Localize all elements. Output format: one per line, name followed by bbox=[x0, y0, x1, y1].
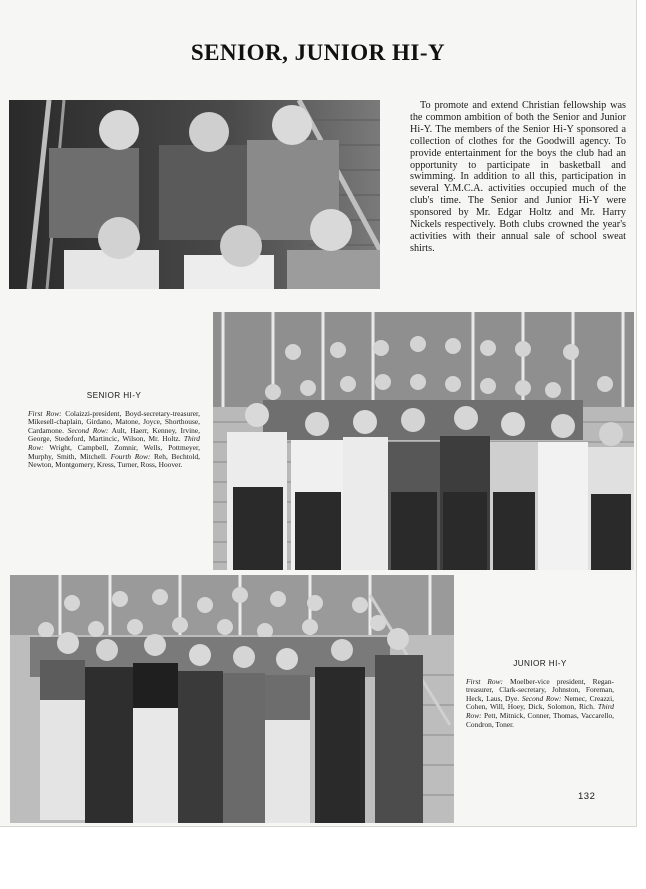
senior-caption-body bbox=[28, 410, 200, 470]
senior-caption-title: SENIOR HI-Y bbox=[86, 391, 142, 400]
junior-caption-title: JUNIOR HI-Y bbox=[513, 659, 567, 668]
junior-hi-y-caption bbox=[466, 660, 614, 729]
intro-paragraph: To promote and extend Christian fellowship was the common ambition of both the Senior and Junior Hi-Y. The members of the Senior Hi-Y sponsored a collection of clothes for the Goodwill agency. To provide entertainment for the boys the club had an opportunity to participate in basketball and swimming. In addition to all this, participation in several Y.M.C.A. activities occupied much of the club's time. The Senior and Junior Hi-Y were sponsored by Mr. Edgar Holtz and Mr. Harry Nickels respectively. Both clubs crowned the year's activities with their annual sale of school sweat shirts. bbox=[410, 100, 626, 254]
junior-row-label: First Row: bbox=[466, 676, 503, 686]
junior-hi-y-photo bbox=[10, 575, 454, 823]
senior-row-names: Reh, Bechtold, Newton, Montgomery, Kress, Turner, Ross, Hoover. bbox=[28, 451, 200, 470]
page-number: 132 bbox=[578, 791, 596, 802]
junior-row-names: Pett, Mitnick, Conner, Thomas, Vaccarello, Condron, Toner. bbox=[466, 710, 614, 729]
senior-row-label: First Row: bbox=[28, 408, 62, 418]
senior-row-names: Ault, Haerr, Kenney, Irvine, George, Stedeford, Martincic, Wilson, Mr. Holtz. bbox=[28, 425, 200, 444]
junior-caption-body bbox=[466, 678, 614, 730]
senior-row-names: Wright, Campbell, Zomnir, Wells, Pottmeyer, Murphy, Smith, Mitchell. bbox=[28, 442, 200, 461]
junior-row-label: Second Row: bbox=[521, 693, 562, 703]
senior-row-label: Third Row: bbox=[28, 434, 200, 452]
junior-row-names: Moelber-vice president, Regan-treasurer, Clark-secretary, Johnston, Foreman, Heck, Laus, Dye. bbox=[466, 676, 614, 703]
senior-hi-y-caption bbox=[28, 392, 200, 470]
junior-row-names: Nemec, Creazzi, Cohen, Will, Hoey, Dick, Solomon, Rich. bbox=[466, 693, 614, 712]
senior-hi-y-photo bbox=[213, 312, 634, 570]
junior-row-label: Third Row: bbox=[466, 702, 614, 720]
senior-junior-officers-photo bbox=[9, 100, 380, 289]
senior-row-label: Second Row: bbox=[67, 425, 109, 435]
senior-row-names: Colaizzi-president, Boyd-secretary-treasurer, Mikesell-chaplain, Girdano, Matone, Joyce, Shorthouse, Cardamone. bbox=[28, 408, 200, 435]
senior-row-label: Fourth Row: bbox=[110, 451, 151, 461]
page-title: SENIOR, JUNIOR HI-Y bbox=[190, 40, 446, 65]
